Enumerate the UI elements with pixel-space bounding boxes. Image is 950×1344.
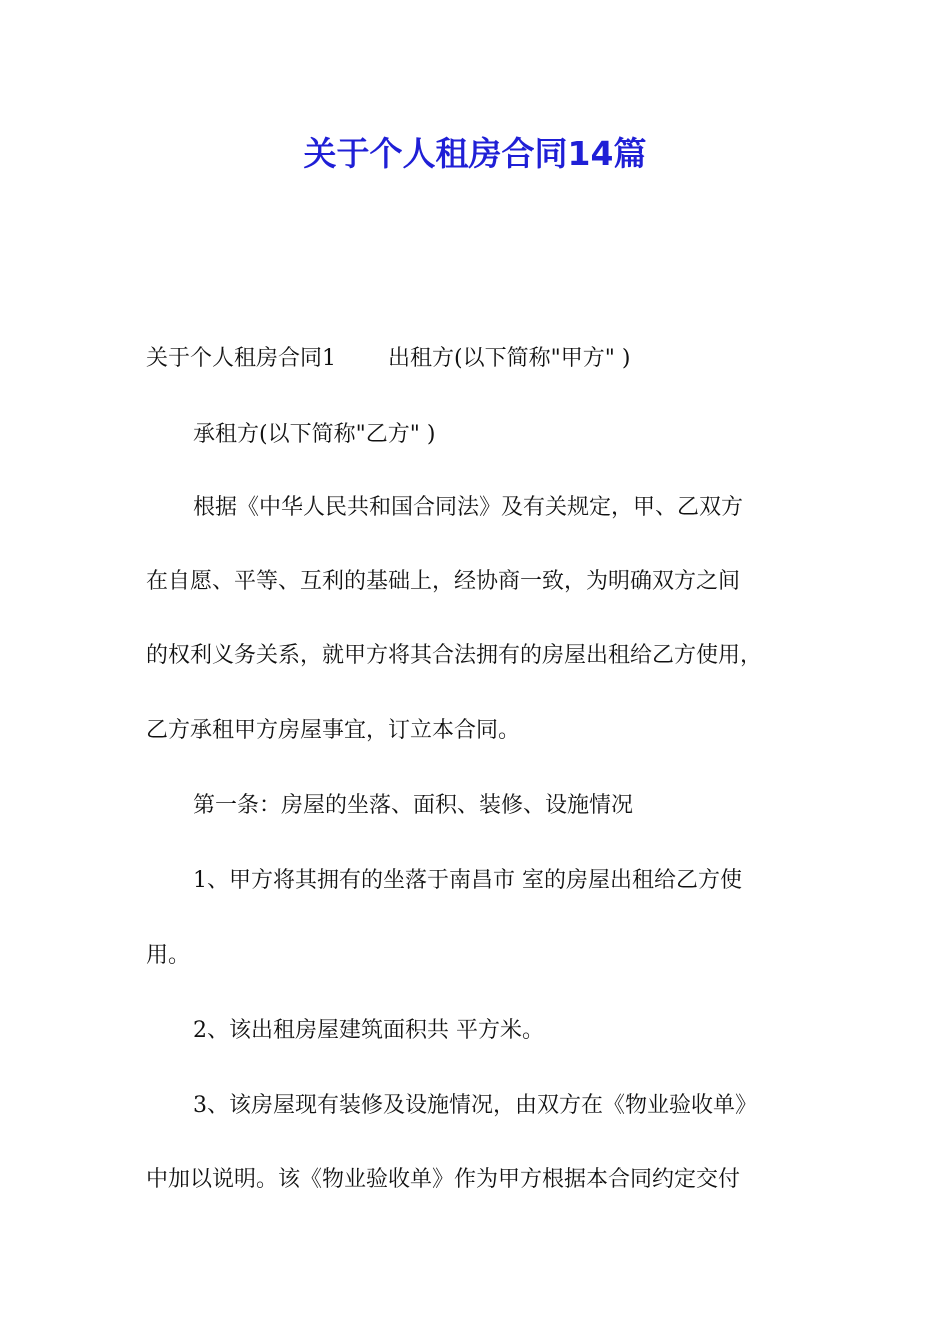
paragraph-line: 承租方(以下简称"乙方" )	[193, 422, 436, 447]
paragraph-line: 乙方承租甲方房屋事宜，订立本合同。	[146, 718, 521, 743]
paragraph-line: 中加以说明。该《物业验收单》作为甲方根据本合同约定交付	[146, 1167, 741, 1192]
document-title: 关于个人租房合同14篇	[303, 134, 647, 173]
paragraph-line: 在自愿、平等、互利的基础上，经协商一致，为明确双方之间	[146, 569, 741, 594]
paragraph-line: 用。	[146, 943, 191, 968]
paragraph-line: 3、该房屋现有装修及设施情况，由双方在《物业验收单》	[193, 1093, 757, 1118]
section-heading: 关于个人租房合同1	[146, 346, 336, 371]
paragraph-line: 根据《中华人民共和国合同法》及有关规定，甲、乙双方	[193, 495, 744, 520]
paragraph-line: 2、该出租房屋建筑面积共 平方米。	[193, 1018, 544, 1043]
paragraph-line: 出租方(以下简称"甲方" )	[388, 346, 631, 371]
paragraph-line: 1、甲方将其拥有的坐落于南昌市 室的房屋出租给乙方使	[193, 868, 742, 893]
paragraph-line: 的权利义务关系，就甲方将其合法拥有的房屋出租给乙方使用，	[146, 643, 763, 668]
paragraph-line: 第一条：房屋的坐落、面积、装修、设施情况	[193, 793, 634, 818]
first-line	[146, 344, 836, 374]
